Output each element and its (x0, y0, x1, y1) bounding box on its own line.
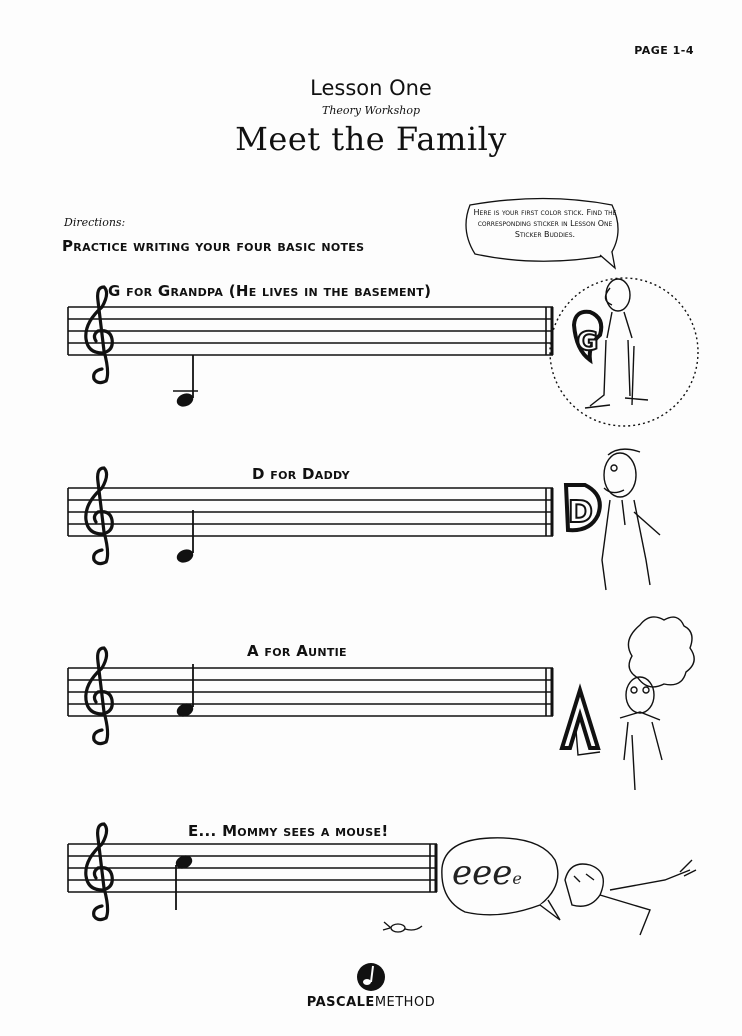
logo-light: METHOD (374, 995, 436, 1010)
scream-text: eeee (452, 853, 522, 893)
caption-daddy: D for Daddy (252, 465, 350, 483)
page-title: Meet the Family (235, 120, 507, 158)
logo-wordmark (0, 995, 742, 1010)
note-g (173, 355, 198, 409)
daddy-character-icon (566, 449, 660, 590)
note-e (174, 853, 194, 910)
directions-label: Directions: (64, 216, 126, 229)
staff-grandpa (68, 307, 553, 355)
mouse-icon (383, 922, 422, 932)
auntie-character-icon (562, 617, 694, 790)
svg-text:D: D (568, 495, 593, 530)
speech-bubble-text: Here is your first color stick. Find the corresponding sticker in Lesson One Sticker Buddies. (473, 208, 617, 239)
svg-text:G: G (577, 327, 599, 357)
staff-auntie (68, 668, 553, 716)
staff-mommy (68, 844, 437, 892)
caption-mommy: E... Mommy sees a mouse! (188, 822, 389, 840)
grandpa-character-icon (550, 278, 698, 426)
treble-clef-icon (86, 287, 112, 383)
note-d (175, 510, 195, 565)
logo-bold: PASCALE (306, 995, 375, 1010)
page-number: PAGE 1-4 (634, 44, 694, 57)
caption-auntie: A for Auntie (247, 642, 347, 660)
caption-grandpa: G for Grandpa (He lives in the basement) (108, 282, 432, 300)
staff-daddy (68, 488, 553, 536)
treble-clef-icon (86, 648, 112, 744)
lesson-subtitle: Theory Workshop (321, 104, 421, 117)
treble-clef-icon (86, 824, 112, 920)
pascale-method-logo-icon (357, 963, 385, 991)
lesson-title: Lesson One (310, 76, 432, 100)
directions-instruction: Practice writing your four basic notes (62, 237, 365, 255)
mommy-character-icon (565, 860, 696, 935)
treble-clef-icon (86, 468, 112, 564)
